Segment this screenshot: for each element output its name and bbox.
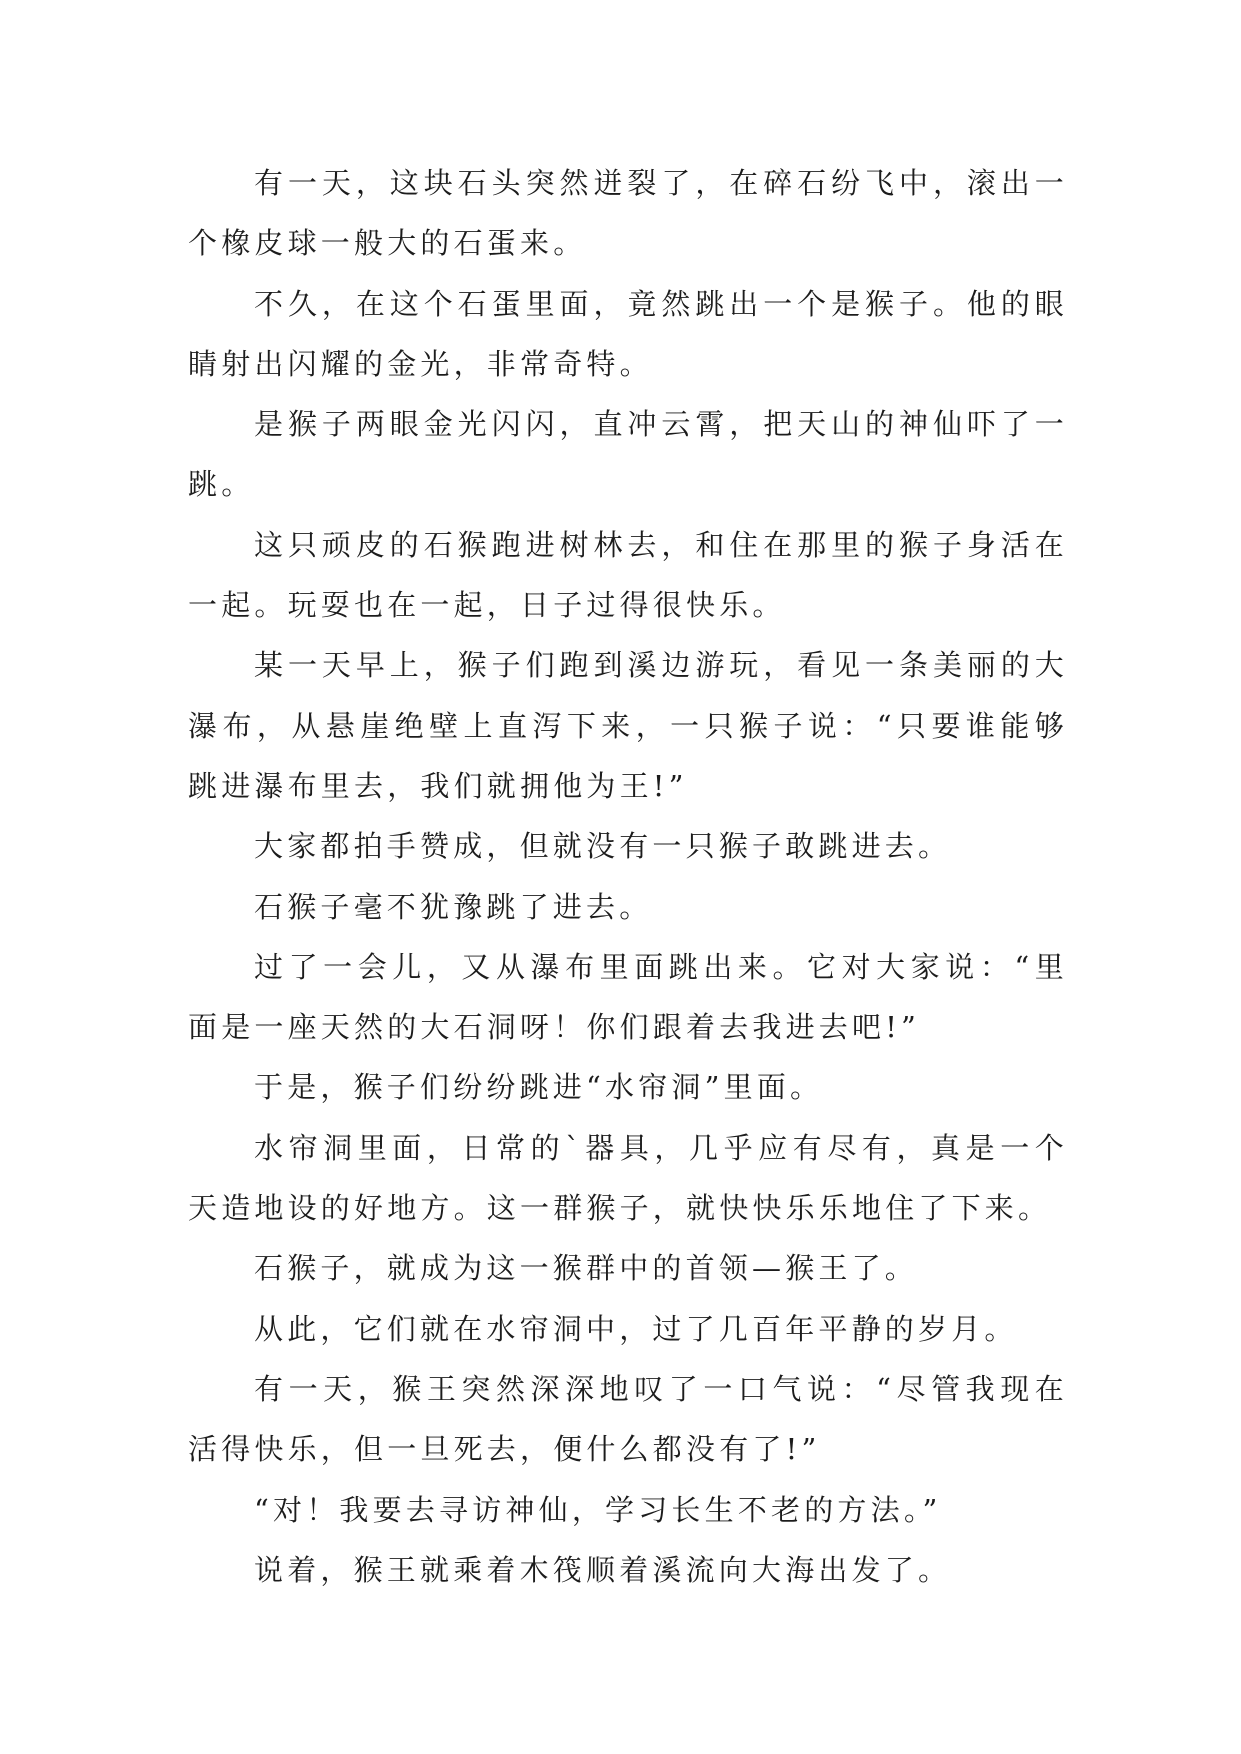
paragraph: 这只顽皮的石猴跑进树林去，和住在那里的猴子身活在一起。玩耍也在一起，日子过得很快乐。: [188, 527, 1068, 623]
paragraph: 于是，猴子们纷纷跳进“水帘洞”里面。: [254, 1070, 824, 1105]
story-text: [188, 153, 1068, 1600]
paragraph: 是猴子两眼金光闪闪，直冲云霄，把天山的神仙吓了一跳。: [188, 407, 1068, 502]
paragraph: 水帘洞里面，日常的`器具，几乎应有尽有，真是一个天造地设的好地方。这一群猴子，就快快乐乐地住了下来。: [188, 1130, 1068, 1226]
paragraph: 某一天早上，猴子们跑到溪边游玩，看见一条美丽的大瀑布，从悬崖绝壁上直泻下来，一只猴子说：“只要谁能够跳进瀑布里去，我们就拥他为王!”: [188, 648, 1068, 803]
paragraph: 说着，猴王就乘着木筏顺着溪流向大海出发了。: [254, 1552, 952, 1587]
paragraph: 石猴子，就成为这一猴群中的首领—猴王了。: [254, 1251, 919, 1286]
paragraph: 过了一会儿，又从瀑布里面跳出来。它对大家说：“里面是一座天然的大石洞呀！你们跟着去我进去吧!”: [188, 949, 1068, 1045]
paragraph: 有一天，猴王突然深深地叹了一口气说：“尽管我现在活得快乐，但一旦死去，便什么都没有了!”: [188, 1371, 1068, 1467]
paragraph: 石猴子毫不犹豫跳了进去。: [254, 889, 653, 924]
paragraph: 有一天，这块石头突然迸裂了，在碎石纷飞中，滚出一个橡皮球一般大的石蛋来。: [188, 166, 1068, 261]
paragraph: 不久，在这个石蛋里面，竟然跳出一个是猴子。他的眼睛射出闪耀的金光，非常奇特。: [188, 286, 1068, 381]
paragraph: “对！我要去寻访神仙，学习长生不老的方法。”: [254, 1492, 942, 1527]
paragraph: 从此，它们就在水帘洞中，过了几百年平静的岁月。: [254, 1311, 1018, 1346]
paragraph: 大家都拍手赞成，但就没有一只猴子敢跳进去。: [254, 829, 952, 864]
